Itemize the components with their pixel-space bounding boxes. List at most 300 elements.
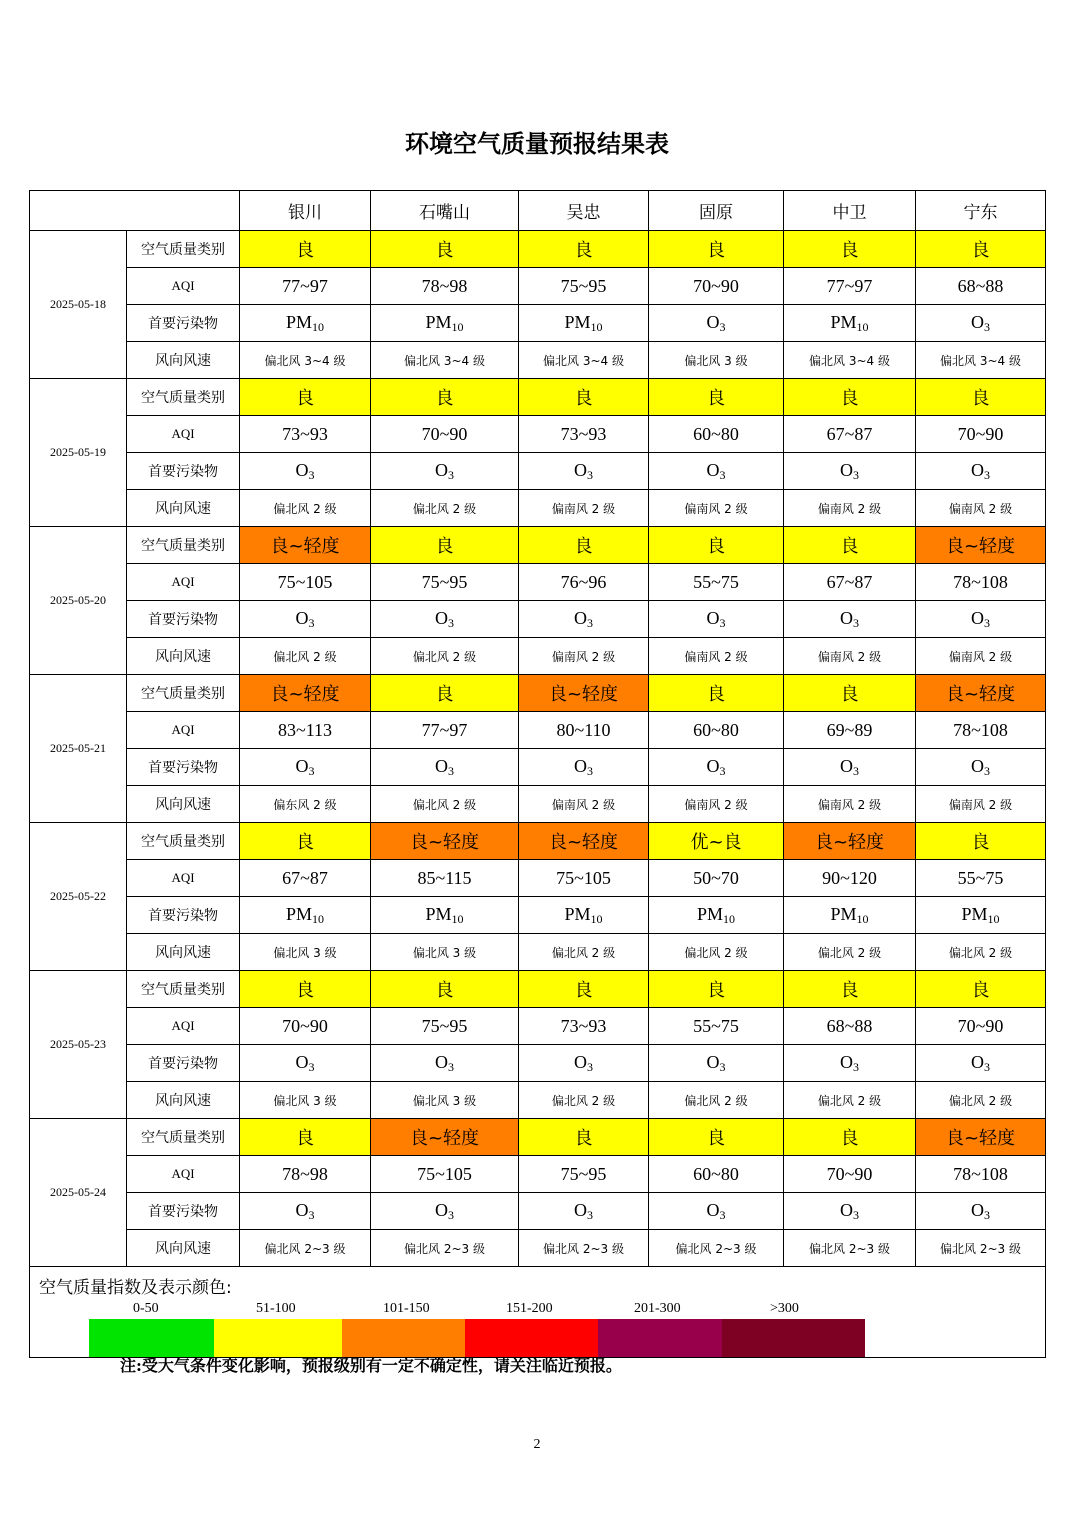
aqi-category-cell: 良~轻度	[240, 675, 371, 712]
uncertainty-note: 注:受大气条件变化影响，预报级别有一定不确定性，请关注临近预报。	[120, 1356, 622, 1375]
aqi-value-cell: 50~70	[649, 860, 784, 897]
row-label: AQI	[127, 860, 240, 897]
pollutant-symbol: O	[971, 755, 984, 776]
primary-pollutant-cell	[371, 453, 519, 490]
wind-cell: 偏北风 2 级	[240, 490, 371, 527]
pollutant-symbol: O	[971, 1051, 984, 1072]
pollutant-symbol: O	[574, 1051, 587, 1072]
page-number: 2	[533, 1437, 541, 1452]
forecast-row-pollutant	[30, 453, 1046, 490]
aqi-category-cell: 良	[519, 379, 649, 416]
wind-cell: 偏北风 3~4 级	[784, 342, 916, 379]
primary-pollutant-cell	[519, 1193, 649, 1230]
primary-pollutant-cell	[519, 601, 649, 638]
aqi-category-cell: 良	[916, 379, 1046, 416]
aqi-category-cell: 良~轻度	[371, 823, 519, 860]
aqi-value-cell: 55~75	[649, 564, 784, 601]
wind-cell: 偏北风 2~3 级	[519, 1230, 649, 1267]
forecast-row-aqi	[30, 712, 1046, 749]
aqi-value-cell: 68~88	[784, 1008, 916, 1045]
aqi-value-cell: 78~108	[916, 1156, 1046, 1193]
forecast-row-wind	[30, 1230, 1046, 1267]
aqi-value-cell: 77~97	[784, 268, 916, 305]
aqi-value-cell: 60~80	[649, 416, 784, 453]
row-label: 首要污染物	[127, 1045, 240, 1082]
pollutant-symbol: O	[295, 459, 309, 480]
pollutant-subscript: 3	[587, 615, 593, 630]
aqi-category-cell: 良~轻度	[916, 675, 1046, 712]
pollutant-symbol: PM	[830, 903, 857, 924]
date-cell: 2025-05-18	[30, 231, 127, 379]
wind-cell: 偏北风 2 级	[784, 1082, 916, 1119]
pollutant-subscript: 10	[590, 911, 603, 926]
wind-cell: 偏北风 2~3 级	[371, 1230, 519, 1267]
wind-cell: 偏北风 2 级	[240, 638, 371, 675]
pollutant-subscript: 3	[984, 763, 990, 778]
pollutant-symbol: O	[971, 311, 984, 332]
aqi-value-cell: 55~75	[916, 860, 1046, 897]
pollutant-symbol: O	[706, 311, 720, 332]
pollutant-symbol: O	[574, 755, 587, 776]
pollutant-subscript: 3	[308, 615, 315, 630]
pollutant-symbol: O	[971, 1199, 984, 1220]
row-label: 风向风速	[127, 1082, 240, 1119]
pollutant-symbol: O	[295, 1199, 309, 1220]
pollutant-subscript: 3	[984, 319, 990, 334]
primary-pollutant-cell	[916, 305, 1046, 342]
primary-pollutant-cell	[371, 749, 519, 786]
aqi-value-cell: 73~93	[519, 1008, 649, 1045]
row-label: 空气质量类别	[127, 823, 240, 860]
primary-pollutant-cell	[519, 305, 649, 342]
page-title: 环境空气质量预报结果表	[405, 129, 669, 158]
forecast-row-aqi	[30, 416, 1046, 453]
aqi-value-cell: 67~87	[784, 416, 916, 453]
row-label: 风向风速	[127, 1230, 240, 1267]
primary-pollutant-cell	[240, 1045, 371, 1082]
legend-color-swatch	[465, 1319, 598, 1357]
pollutant-subscript: 3	[984, 1059, 990, 1074]
pollutant-symbol: O	[295, 607, 309, 628]
forecast-table	[29, 190, 1046, 1358]
primary-pollutant-cell	[240, 305, 371, 342]
row-label: AQI	[127, 416, 240, 453]
legend-range-label: 0-50	[133, 1301, 159, 1316]
primary-pollutant-cell	[371, 1193, 519, 1230]
wind-cell: 偏北风 3~4 级	[240, 342, 371, 379]
aqi-category-cell: 良	[649, 527, 784, 564]
legend-range-label: >300	[770, 1301, 799, 1316]
pollutant-symbol: O	[971, 607, 984, 628]
aqi-value-cell: 77~97	[371, 712, 519, 749]
forecast-row-pollutant	[30, 749, 1046, 786]
primary-pollutant-cell	[784, 1045, 916, 1082]
pollutant-symbol: O	[435, 607, 448, 628]
legend-range-label: 201-300	[634, 1301, 681, 1316]
pollutant-subscript: 3	[308, 763, 315, 778]
row-label: 首要污染物	[127, 1193, 240, 1230]
wind-cell: 偏南风 2 级	[916, 490, 1046, 527]
row-label: 首要污染物	[127, 749, 240, 786]
pollutant-subscript: 3	[308, 467, 315, 482]
pollutant-subscript: 3	[587, 467, 593, 482]
forecast-row-wind	[30, 490, 1046, 527]
wind-cell: 偏南风 2 级	[916, 786, 1046, 823]
aqi-category-cell: 良	[649, 675, 784, 712]
primary-pollutant-cell	[916, 601, 1046, 638]
aqi-value-cell: 70~90	[784, 1156, 916, 1193]
wind-cell: 偏南风 2 级	[784, 786, 916, 823]
primary-pollutant-cell	[649, 1193, 784, 1230]
city-header: 固原	[649, 191, 784, 231]
primary-pollutant-cell	[916, 1193, 1046, 1230]
pollutant-subscript: 3	[448, 1207, 454, 1222]
aqi-category-cell: 良	[649, 379, 784, 416]
primary-pollutant-cell	[371, 601, 519, 638]
pollutant-symbol: O	[574, 459, 587, 480]
aqi-category-cell: 良	[371, 231, 519, 268]
wind-cell: 偏北风 2 级	[916, 934, 1046, 971]
forecast-row-aqi	[30, 1008, 1046, 1045]
aqi-value-cell: 75~105	[240, 564, 371, 601]
wind-cell: 偏北风 3 级	[240, 1082, 371, 1119]
primary-pollutant-cell	[240, 749, 371, 786]
pollutant-subscript: 3	[448, 615, 454, 630]
pollutant-subscript: 3	[853, 1207, 859, 1222]
aqi-value-cell: 78~108	[916, 564, 1046, 601]
primary-pollutant-cell	[519, 749, 649, 786]
primary-pollutant-cell	[916, 749, 1046, 786]
primary-pollutant-cell	[784, 305, 916, 342]
wind-cell: 偏北风 2~3 级	[240, 1230, 371, 1267]
aqi-category-cell: 良	[519, 231, 649, 268]
row-label: 首要污染物	[127, 601, 240, 638]
aqi-value-cell: 55~75	[649, 1008, 784, 1045]
aqi-value-cell: 78~98	[371, 268, 519, 305]
aqi-value-cell: 76~96	[519, 564, 649, 601]
aqi-value-cell: 70~90	[240, 1008, 371, 1045]
pollutant-symbol: O	[971, 459, 984, 480]
primary-pollutant-cell	[649, 601, 784, 638]
primary-pollutant-cell	[371, 1045, 519, 1082]
forecast-row-pollutant	[30, 1193, 1046, 1230]
primary-pollutant-cell	[371, 897, 519, 934]
row-label: AQI	[127, 564, 240, 601]
aqi-category-cell: 良~轻度	[784, 823, 916, 860]
pollutant-subscript: 3	[719, 1207, 726, 1222]
legend-color-swatch	[342, 1319, 465, 1357]
forecast-row-category	[30, 231, 1046, 268]
aqi-category-cell: 良	[784, 971, 916, 1008]
wind-cell: 偏北风 2 级	[371, 786, 519, 823]
aqi-value-cell: 80~110	[519, 712, 649, 749]
primary-pollutant-cell	[784, 453, 916, 490]
forecast-row-category	[30, 675, 1046, 712]
aqi-category-cell: 良	[649, 1119, 784, 1156]
primary-pollutant-cell	[784, 1193, 916, 1230]
aqi-category-cell: 良~轻度	[240, 527, 371, 564]
aqi-value-cell: 60~80	[649, 712, 784, 749]
pollutant-subscript: 3	[719, 615, 726, 630]
aqi-value-cell: 77~97	[240, 268, 371, 305]
pollutant-symbol: O	[574, 607, 587, 628]
row-label: AQI	[127, 1156, 240, 1193]
pollutant-symbol: PM	[961, 903, 988, 924]
primary-pollutant-cell	[784, 601, 916, 638]
forecast-row-category	[30, 379, 1046, 416]
pollutant-symbol: O	[435, 1051, 448, 1072]
pollutant-symbol: O	[840, 755, 853, 776]
wind-cell: 偏南风 2 级	[519, 490, 649, 527]
pollutant-subscript: 10	[856, 911, 869, 926]
wind-cell: 偏东风 2 级	[240, 786, 371, 823]
pollutant-subscript: 3	[448, 763, 454, 778]
wind-cell: 偏南风 2 级	[649, 786, 784, 823]
wind-cell: 偏南风 2 级	[649, 490, 784, 527]
aqi-category-cell: 良	[240, 823, 371, 860]
city-header: 中卫	[784, 191, 916, 231]
legend-color-swatch	[214, 1319, 342, 1357]
pollutant-subscript: 3	[308, 1207, 315, 1222]
city-header: 石嘴山	[371, 191, 519, 231]
pollutant-subscript: 3	[719, 1059, 726, 1074]
aqi-value-cell: 68~88	[916, 268, 1046, 305]
aqi-value-cell: 73~93	[240, 416, 371, 453]
aqi-legend	[30, 1267, 1046, 1358]
pollutant-subscript: 3	[853, 615, 859, 630]
primary-pollutant-cell	[649, 749, 784, 786]
aqi-value-cell: 78~98	[240, 1156, 371, 1193]
wind-cell: 偏南风 2 级	[784, 638, 916, 675]
pollutant-subscript: 3	[984, 467, 990, 482]
pollutant-symbol: O	[706, 1199, 720, 1220]
pollutant-symbol: PM	[285, 311, 312, 332]
pollutant-symbol: O	[295, 755, 309, 776]
primary-pollutant-cell	[519, 897, 649, 934]
aqi-category-cell: 良	[519, 527, 649, 564]
primary-pollutant-cell	[240, 897, 371, 934]
pollutant-subscript: 3	[448, 467, 454, 482]
wind-cell: 偏南风 2 级	[519, 786, 649, 823]
aqi-value-cell: 85~115	[371, 860, 519, 897]
pollutant-symbol: O	[706, 459, 720, 480]
pollutant-symbol: O	[840, 1051, 853, 1072]
forecast-row-aqi	[30, 268, 1046, 305]
pollutant-symbol: O	[295, 1051, 309, 1072]
forecast-row-wind	[30, 638, 1046, 675]
aqi-value-cell: 70~90	[371, 416, 519, 453]
aqi-value-cell: 70~90	[649, 268, 784, 305]
row-label: 风向风速	[127, 638, 240, 675]
row-label: 空气质量类别	[127, 527, 240, 564]
primary-pollutant-cell	[649, 453, 784, 490]
aqi-value-cell: 60~80	[649, 1156, 784, 1193]
pollutant-subscript: 3	[719, 763, 726, 778]
pollutant-subscript: 3	[853, 1059, 859, 1074]
aqi-value-cell: 75~95	[519, 1156, 649, 1193]
wind-cell: 偏北风 2 级	[649, 934, 784, 971]
aqi-category-cell: 良	[784, 1119, 916, 1156]
wind-cell: 偏北风 2~3 级	[649, 1230, 784, 1267]
forecast-row-pollutant	[30, 305, 1046, 342]
aqi-value-cell: 73~93	[519, 416, 649, 453]
wind-cell: 偏北风 3~4 级	[519, 342, 649, 379]
row-label: AQI	[127, 712, 240, 749]
aqi-category-cell: 良~轻度	[519, 823, 649, 860]
wind-cell: 偏南风 2 级	[519, 638, 649, 675]
date-cell: 2025-05-23	[30, 971, 127, 1119]
primary-pollutant-cell	[784, 749, 916, 786]
aqi-value-cell: 75~105	[519, 860, 649, 897]
row-label: 风向风速	[127, 342, 240, 379]
aqi-category-cell: 良	[240, 379, 371, 416]
aqi-category-cell: 良	[240, 971, 371, 1008]
pollutant-subscript: 3	[984, 1207, 990, 1222]
forecast-row-wind	[30, 342, 1046, 379]
forecast-row-pollutant	[30, 1045, 1046, 1082]
forecast-row-aqi	[30, 564, 1046, 601]
wind-cell: 偏北风 2 级	[916, 1082, 1046, 1119]
pollutant-subscript: 3	[448, 1059, 454, 1074]
aqi-category-cell: 良	[371, 971, 519, 1008]
aqi-value-cell: 70~90	[916, 1008, 1046, 1045]
pollutant-subscript: 3	[308, 1059, 315, 1074]
legend-range-label: 101-150	[383, 1301, 430, 1316]
wind-cell: 偏北风 2 级	[519, 934, 649, 971]
wind-cell: 偏北风 2 级	[784, 934, 916, 971]
pollutant-symbol: O	[706, 755, 720, 776]
wind-cell: 偏南风 2 级	[784, 490, 916, 527]
wind-cell: 偏北风 3 级	[649, 342, 784, 379]
forecast-row-pollutant	[30, 897, 1046, 934]
city-header: 宁东	[916, 191, 1046, 231]
pollutant-symbol: O	[840, 607, 853, 628]
wind-cell: 偏北风 2~3 级	[916, 1230, 1046, 1267]
aqi-category-cell: 良~轻度	[916, 527, 1046, 564]
wind-cell: 偏北风 2 级	[649, 1082, 784, 1119]
row-label: 首要污染物	[127, 897, 240, 934]
pollutant-symbol: PM	[830, 311, 857, 332]
aqi-category-cell: 良	[784, 231, 916, 268]
pollutant-subscript: 3	[853, 467, 859, 482]
pollutant-symbol: PM	[425, 311, 452, 332]
date-cell: 2025-05-24	[30, 1119, 127, 1267]
forecast-row-wind	[30, 786, 1046, 823]
row-label: 风向风速	[127, 934, 240, 971]
aqi-value-cell: 67~87	[240, 860, 371, 897]
aqi-value-cell: 75~95	[519, 268, 649, 305]
aqi-category-cell: 良~轻度	[371, 1119, 519, 1156]
primary-pollutant-cell	[649, 1045, 784, 1082]
aqi-category-cell: 良~轻度	[916, 1119, 1046, 1156]
aqi-category-cell: 良	[519, 1119, 649, 1156]
aqi-value-cell: 75~105	[371, 1156, 519, 1193]
aqi-category-cell: 良	[916, 231, 1046, 268]
wind-cell: 偏北风 3~4 级	[916, 342, 1046, 379]
aqi-category-cell: 良~轻度	[519, 675, 649, 712]
aqi-category-cell: 良	[649, 971, 784, 1008]
aqi-category-cell: 良	[784, 379, 916, 416]
date-cell: 2025-05-20	[30, 527, 127, 675]
pollutant-symbol: O	[840, 459, 853, 480]
forecast-row-category	[30, 1119, 1046, 1156]
header-corner-cell	[30, 191, 240, 231]
primary-pollutant-cell	[240, 453, 371, 490]
pollutant-symbol: O	[435, 755, 448, 776]
row-label: 首要污染物	[127, 305, 240, 342]
aqi-category-cell: 良	[519, 971, 649, 1008]
pollutant-symbol: PM	[564, 903, 591, 924]
aqi-category-cell: 良	[371, 675, 519, 712]
wind-cell: 偏北风 2 级	[519, 1082, 649, 1119]
pollutant-subscript: 10	[451, 319, 464, 334]
forecast-row-aqi	[30, 1156, 1046, 1193]
aqi-category-cell: 良	[916, 971, 1046, 1008]
primary-pollutant-cell	[649, 305, 784, 342]
forecast-row-wind	[30, 1082, 1046, 1119]
aqi-category-cell: 良	[371, 527, 519, 564]
aqi-category-cell: 良	[240, 231, 371, 268]
row-label: 首要污染物	[127, 453, 240, 490]
wind-cell: 偏北风 3 级	[371, 934, 519, 971]
pollutant-subscript: 10	[451, 911, 464, 926]
aqi-value-cell: 67~87	[784, 564, 916, 601]
legend-range-label: 51-100	[256, 1301, 296, 1316]
wind-cell: 偏南风 2 级	[649, 638, 784, 675]
primary-pollutant-cell	[784, 897, 916, 934]
aqi-value-cell: 75~95	[371, 1008, 519, 1045]
wind-cell: 偏北风 3 级	[371, 1082, 519, 1119]
pollutant-subscript: 3	[587, 763, 593, 778]
pollutant-symbol: O	[435, 1199, 448, 1220]
pollutant-symbol: O	[574, 1199, 587, 1220]
city-header: 银川	[240, 191, 371, 231]
aqi-value-cell: 70~90	[916, 416, 1046, 453]
wind-cell: 偏北风 2 级	[371, 638, 519, 675]
date-cell: 2025-05-19	[30, 379, 127, 527]
legend-range-labels	[90, 1301, 910, 1319]
pollutant-symbol: PM	[425, 903, 452, 924]
row-label: 空气质量类别	[127, 971, 240, 1008]
row-label: 空气质量类别	[127, 675, 240, 712]
legend-row	[30, 1267, 1046, 1358]
pollutant-subscript: 10	[856, 319, 869, 334]
aqi-category-cell: 良	[916, 823, 1046, 860]
row-label: 空气质量类别	[127, 231, 240, 268]
aqi-value-cell: 69~89	[784, 712, 916, 749]
pollutant-symbol: O	[840, 1199, 853, 1220]
aqi-category-cell: 良	[371, 379, 519, 416]
row-label: 空气质量类别	[127, 1119, 240, 1156]
pollutant-subscript: 10	[312, 911, 324, 926]
wind-cell: 偏北风 3~4 级	[371, 342, 519, 379]
aqi-value-cell: 83~113	[240, 712, 371, 749]
date-cell: 2025-05-21	[30, 675, 127, 823]
legend-color-swatch	[598, 1319, 722, 1357]
forecast-row-category	[30, 823, 1046, 860]
date-cell: 2025-05-22	[30, 823, 127, 971]
aqi-category-cell: 良	[649, 231, 784, 268]
pollutant-subscript: 10	[312, 319, 324, 334]
aqi-value-cell: 90~120	[784, 860, 916, 897]
pollutant-subscript: 3	[719, 319, 726, 334]
primary-pollutant-cell	[519, 1045, 649, 1082]
legend-color-swatch	[89, 1319, 214, 1357]
row-label: AQI	[127, 268, 240, 305]
primary-pollutant-cell	[649, 897, 784, 934]
aqi-category-cell: 优~良	[649, 823, 784, 860]
aqi-category-cell: 良	[240, 1119, 371, 1156]
